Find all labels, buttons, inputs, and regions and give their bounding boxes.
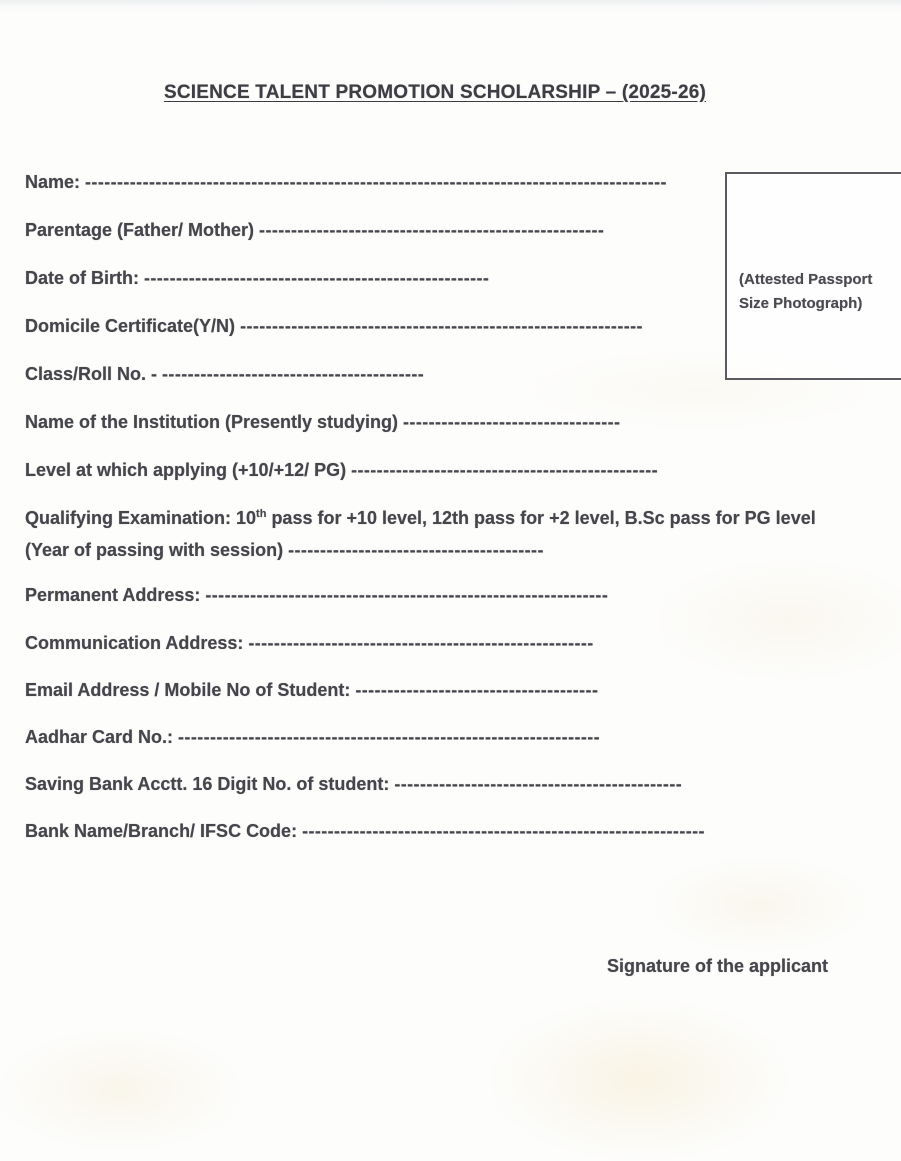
field-label: Name of the Institution (Presently studying)	[25, 412, 404, 432]
field-fill-line: ------------------------------------------------------	[259, 220, 605, 240]
field-row-aadhar-card	[25, 727, 885, 748]
field-label: Domicile Certificate(Y/N)	[25, 316, 241, 336]
field-label: Name:	[25, 172, 86, 192]
field-row-domicile-certificate	[25, 316, 885, 337]
field-row-permanent-address	[25, 585, 885, 606]
field-row-parentage	[25, 220, 885, 241]
field-label: Saving Bank Acctt. 16 Digit No. of student:	[25, 774, 395, 794]
qualifying-text-post: pass for +10 level, 12th pass for +2 level, B.Sc pass for PG level	[266, 508, 816, 528]
field-row-communication-address	[25, 633, 885, 654]
field-fill-line: ---------------------------------------------------------------	[240, 316, 643, 336]
qualifying-line-1	[25, 502, 885, 534]
qualifying-superscript: th	[256, 508, 267, 520]
field-fill-line: ------------------------------------------------------------------	[178, 727, 601, 747]
field-label: Communication Address:	[25, 633, 249, 653]
field-label: Aadhar Card No.:	[25, 727, 179, 747]
field-row-name	[25, 172, 885, 193]
field-fill-line: ----------------------------------	[403, 412, 621, 432]
qualifying-line-2	[25, 534, 885, 566]
field-row-qualifying-examination	[25, 502, 885, 566]
qualifying-text-pre: Qualifying Examination: 10	[25, 508, 257, 528]
field-fill-line: ----------------------------------------	[288, 540, 544, 560]
field-row-bank-account	[25, 774, 885, 795]
field-label: Level at which applying (+10/+12/ PG)	[25, 460, 352, 480]
field-label: Permanent Address:	[25, 585, 206, 605]
field-label: Date of Birth:	[25, 268, 144, 288]
field-fill-line: -----------------------------------------	[162, 364, 425, 384]
field-fill-line: ---------------------------------------------	[394, 774, 683, 794]
field-label: (Year of passing with session)	[25, 540, 289, 560]
field-label: Parentage (Father/ Mother)	[25, 220, 260, 240]
field-label: Bank Name/Branch/ IFSC Code:	[25, 821, 303, 841]
photo-caption-line-1: (Attested Passport	[739, 271, 873, 288]
field-fill-line: ---------------------------------------------------------------	[205, 585, 609, 605]
field-row-date-of-birth	[25, 268, 885, 289]
field-fill-line: --------------------------------------	[355, 680, 599, 700]
field-row-level-applying	[25, 460, 885, 481]
field-fill-line: ------------------------------------------------------	[144, 268, 490, 288]
field-fill-line: ------------------------------------------------------	[248, 633, 594, 653]
field-fill-line: ---------------------------------------------------------------	[302, 821, 705, 841]
field-label: Class/Roll No. -	[25, 364, 163, 384]
field-row-class-roll-no	[25, 364, 885, 385]
field-fill-line: ------------------------------------------------	[351, 460, 659, 480]
form-title: SCIENCE TALENT PROMOTION SCHOLARSHIP – (2025-26)	[163, 82, 707, 103]
field-row-bank-name-ifsc	[25, 821, 885, 842]
field-label: Email Address / Mobile No of Student:	[25, 680, 356, 700]
signature-label: Signature of the applicant	[607, 956, 829, 976]
field-fill-line: -------------------------------------------------------------------------------------------	[85, 172, 667, 192]
field-row-email-mobile	[25, 680, 885, 701]
photo-caption-line-2: Size Photograph)	[739, 295, 863, 312]
field-row-institution	[25, 412, 885, 433]
